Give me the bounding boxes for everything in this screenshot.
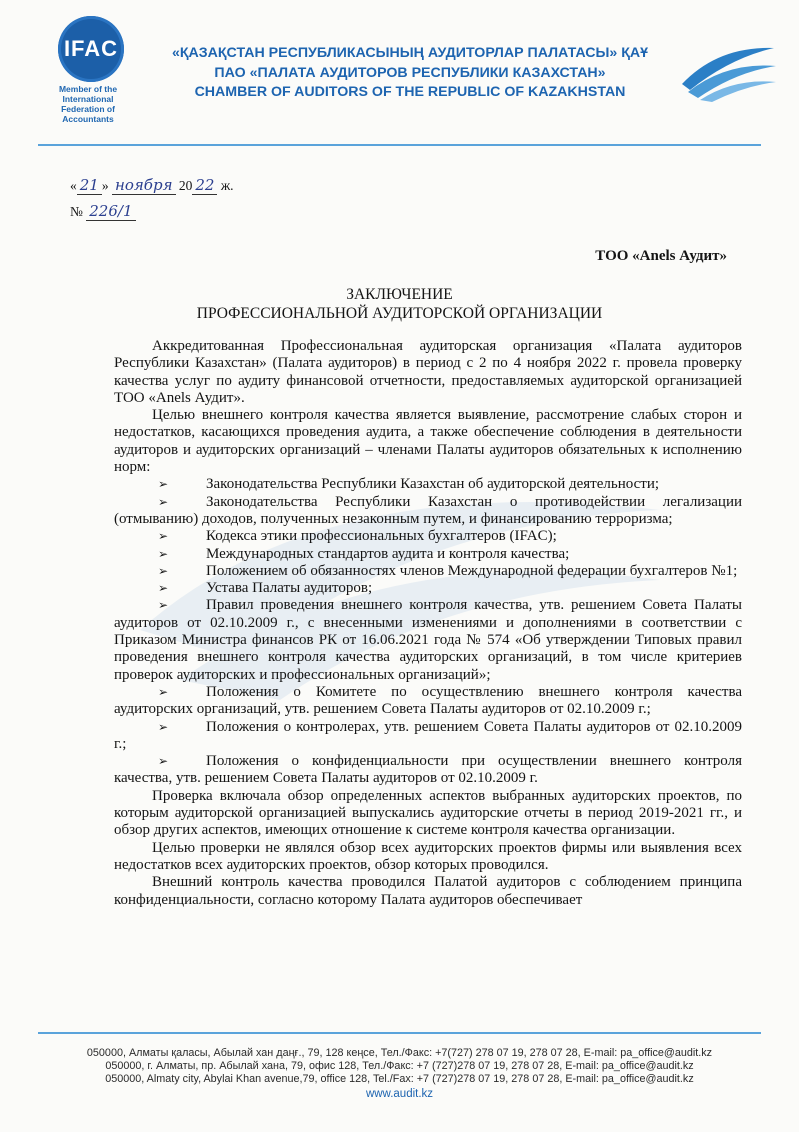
bullet-arrow-icon: ➢	[158, 529, 169, 544]
number-label: №	[70, 204, 83, 219]
title-line-1: ЗАКЛЮЧЕНИЕ	[346, 286, 453, 303]
norm-list-item-text: Законодательства Республики Казахстан об аудиторской деятельности;	[206, 476, 660, 493]
date-suffix: ж.	[220, 178, 234, 193]
norm-list-item-text: Правил проведения внешнего контроля качества, утв. решением Совета Палаты аудиторов от 02.10.2009 г., с внесенными изменениями и дополнениями в соответствии с Приказом Министра финансов РК от 16.06.2021 года № 574 «Об утверждении Типовых правил проведения внешнего контроля качества аудиторских организаций, в том числе критериев проверок аудиторских и профессиональных организаций»;	[114, 597, 742, 683]
norm-list-item	[114, 753, 742, 788]
paragraph-purpose: Целью внешнего контроля качества является выявление, рассмотрение слабых сторон и недостатков, касающихся проведения аудита, а также обеспечение соблюдения в деятельности аудиторов и аудиторских организаций – членами Палаты аудиторов обязательных к исполнению норм:	[114, 407, 742, 476]
paragraph-scope: Проверка включала обзор определенных аспектов выбранных аудиторских проектов, по которым аудиторской организацией выпускались аудиторские отчеты в период 2019-2021 гг., и обзор других аспектов, имеющих отношение к системе контроля качества организации.	[114, 787, 742, 839]
norm-list-item	[114, 597, 742, 683]
letterhead-title-en: CHAMBER OF AUDITORS OF THE REPUBLIC OF KAZAKHSTAN	[194, 84, 626, 100]
document-body	[114, 338, 742, 909]
date-month: ноября	[112, 176, 176, 195]
norms-list	[114, 476, 742, 787]
norm-list-item-text: Законодательства Республики Казахстан о противодействии легализации (отмыванию) доходов, полученных незаконным путем, и финансированию терроризма;	[114, 493, 742, 527]
norm-list-item-text: Международных стандартов аудита и контроля качества;	[206, 545, 570, 562]
date-open-quote: «	[70, 178, 77, 193]
document-number	[70, 202, 136, 220]
header-divider	[38, 144, 761, 146]
date-day: 21	[77, 176, 102, 195]
bullet-arrow-icon: ➢	[158, 598, 169, 613]
date-year-suffix: 22	[192, 176, 217, 195]
document-title	[0, 285, 799, 323]
bullet-arrow-icon: ➢	[158, 494, 169, 509]
footer-divider	[38, 1032, 761, 1034]
letterhead-title-ru: ПАО «ПАЛАТА АУДИТОРОВ РЕСПУБЛИКИ КАЗАХСТАН»	[214, 64, 606, 81]
norm-list-item-text: Кодекса этики профессиональных бухгалтеров (IFAC);	[206, 528, 557, 545]
bullet-arrow-icon: ➢	[158, 684, 169, 699]
ifac-caption: Member of the International Federation of Accountants	[58, 84, 118, 124]
date-mid-quote: »	[101, 178, 109, 193]
bullet-arrow-icon: ➢	[158, 581, 169, 596]
title-line-2: ПРОФЕССИОНАЛЬНОЙ АУДИТОРСКОЙ ОРГАНИЗАЦИИ	[196, 305, 603, 322]
norm-list-item	[114, 580, 742, 597]
chamber-wave-logo-icon	[678, 40, 778, 102]
bullet-arrow-icon: ➢	[158, 719, 169, 734]
footer-website-link[interactable]: www.audit.kz	[365, 1088, 434, 1100]
norm-list-item	[114, 684, 742, 719]
bullet-arrow-icon: ➢	[158, 477, 169, 492]
addressee: ТОО «Anels Аудит»	[595, 248, 727, 264]
ifac-badge: IFAC	[58, 16, 124, 82]
norm-list-item	[114, 719, 742, 754]
bullet-arrow-icon: ➢	[158, 546, 169, 561]
document-date	[70, 176, 234, 194]
norm-list-item-text: Положения о конфиденциальности при осуществлении внешнего контроля качества, утв. решением Совета Палаты аудиторов от 02.10.2009 г.	[114, 753, 742, 787]
letterhead-titles	[150, 44, 670, 103]
paragraph-intro: Аккредитованная Профессиональная аудиторская организация «Палата аудиторов Республики Казахстан» (Палата аудиторов) в период с 2 по 4 ноября 2022 г. провела проверку качества услуг по аудиту финансовой отчетности, предоставляемых аудиторской организацией ТОО «Anels Аудит».	[114, 338, 742, 406]
letterhead-title-kz: «ҚАЗАҚСТАН РЕСПУБЛИКАСЫНЫҢ АУДИТОРЛАР ПАЛАТАСЫ» ҚАҰ	[171, 45, 649, 61]
norm-list-item-text: Положением об обязанностях членов Международной федерации бухгалтеров №1;	[206, 562, 738, 579]
paragraph-confidentiality: Внешний контроль качества проводился Палатой аудиторов с соблюдением принципа конфиденциальности, согласно которому Палата аудиторов обеспечивает	[114, 874, 742, 908]
number-value: 226/1	[86, 202, 135, 221]
norm-list-item	[114, 563, 742, 580]
norm-list-item	[114, 494, 742, 529]
footer	[0, 1047, 799, 1101]
bullet-arrow-icon: ➢	[158, 563, 169, 578]
footer-address-en: 050000, Almaty city, Abylai Khan avenue,79, office 128, Tel./Fax: +7 (727)278 07 19, 278 07 28, E-mail: pa_office@audit.kz	[105, 1073, 694, 1085]
norm-list-item	[114, 546, 742, 563]
paragraph-limitation: Целью проверки не являлся обзор всех аудиторских проектов фирмы или выявления всех недостатков всех аудиторских проектов, обзор которых проводился.	[114, 839, 742, 873]
norm-list-item-text: Положения о контролерах, утв. решением Совета Палаты аудиторов от 02.10.2009 г.;	[114, 718, 742, 752]
norm-list-item	[114, 476, 742, 493]
footer-address-ru: 050000, г. Алматы, пр. Абылай хана, 79, офис 128, Тел./Факс: +7 (727)278 07 19, 278 07 28, E-mail: pa_office@audit.kz	[105, 1060, 694, 1072]
footer-address-kz: 050000, Алматы қаласы, Абылай хан даңғ., 79, 128 кеңсе, Тел./Факс: +7(727) 278 07 19, 278 07 28, E-mail: pa_office@audit.kz	[86, 1047, 713, 1059]
ifac-logo	[28, 16, 140, 124]
bullet-arrow-icon: ➢	[158, 754, 169, 769]
norm-list-item-text: Устава Палаты аудиторов;	[206, 580, 373, 597]
norm-list-item	[114, 528, 742, 545]
date-year-prefix: 20	[178, 178, 193, 193]
norm-list-item-text: Положения о Комитете по осуществлению внешнего контроля качества аудиторских организаций, утв. решением Совета Палаты аудиторов от 02.10.2009 г.;	[114, 683, 742, 718]
